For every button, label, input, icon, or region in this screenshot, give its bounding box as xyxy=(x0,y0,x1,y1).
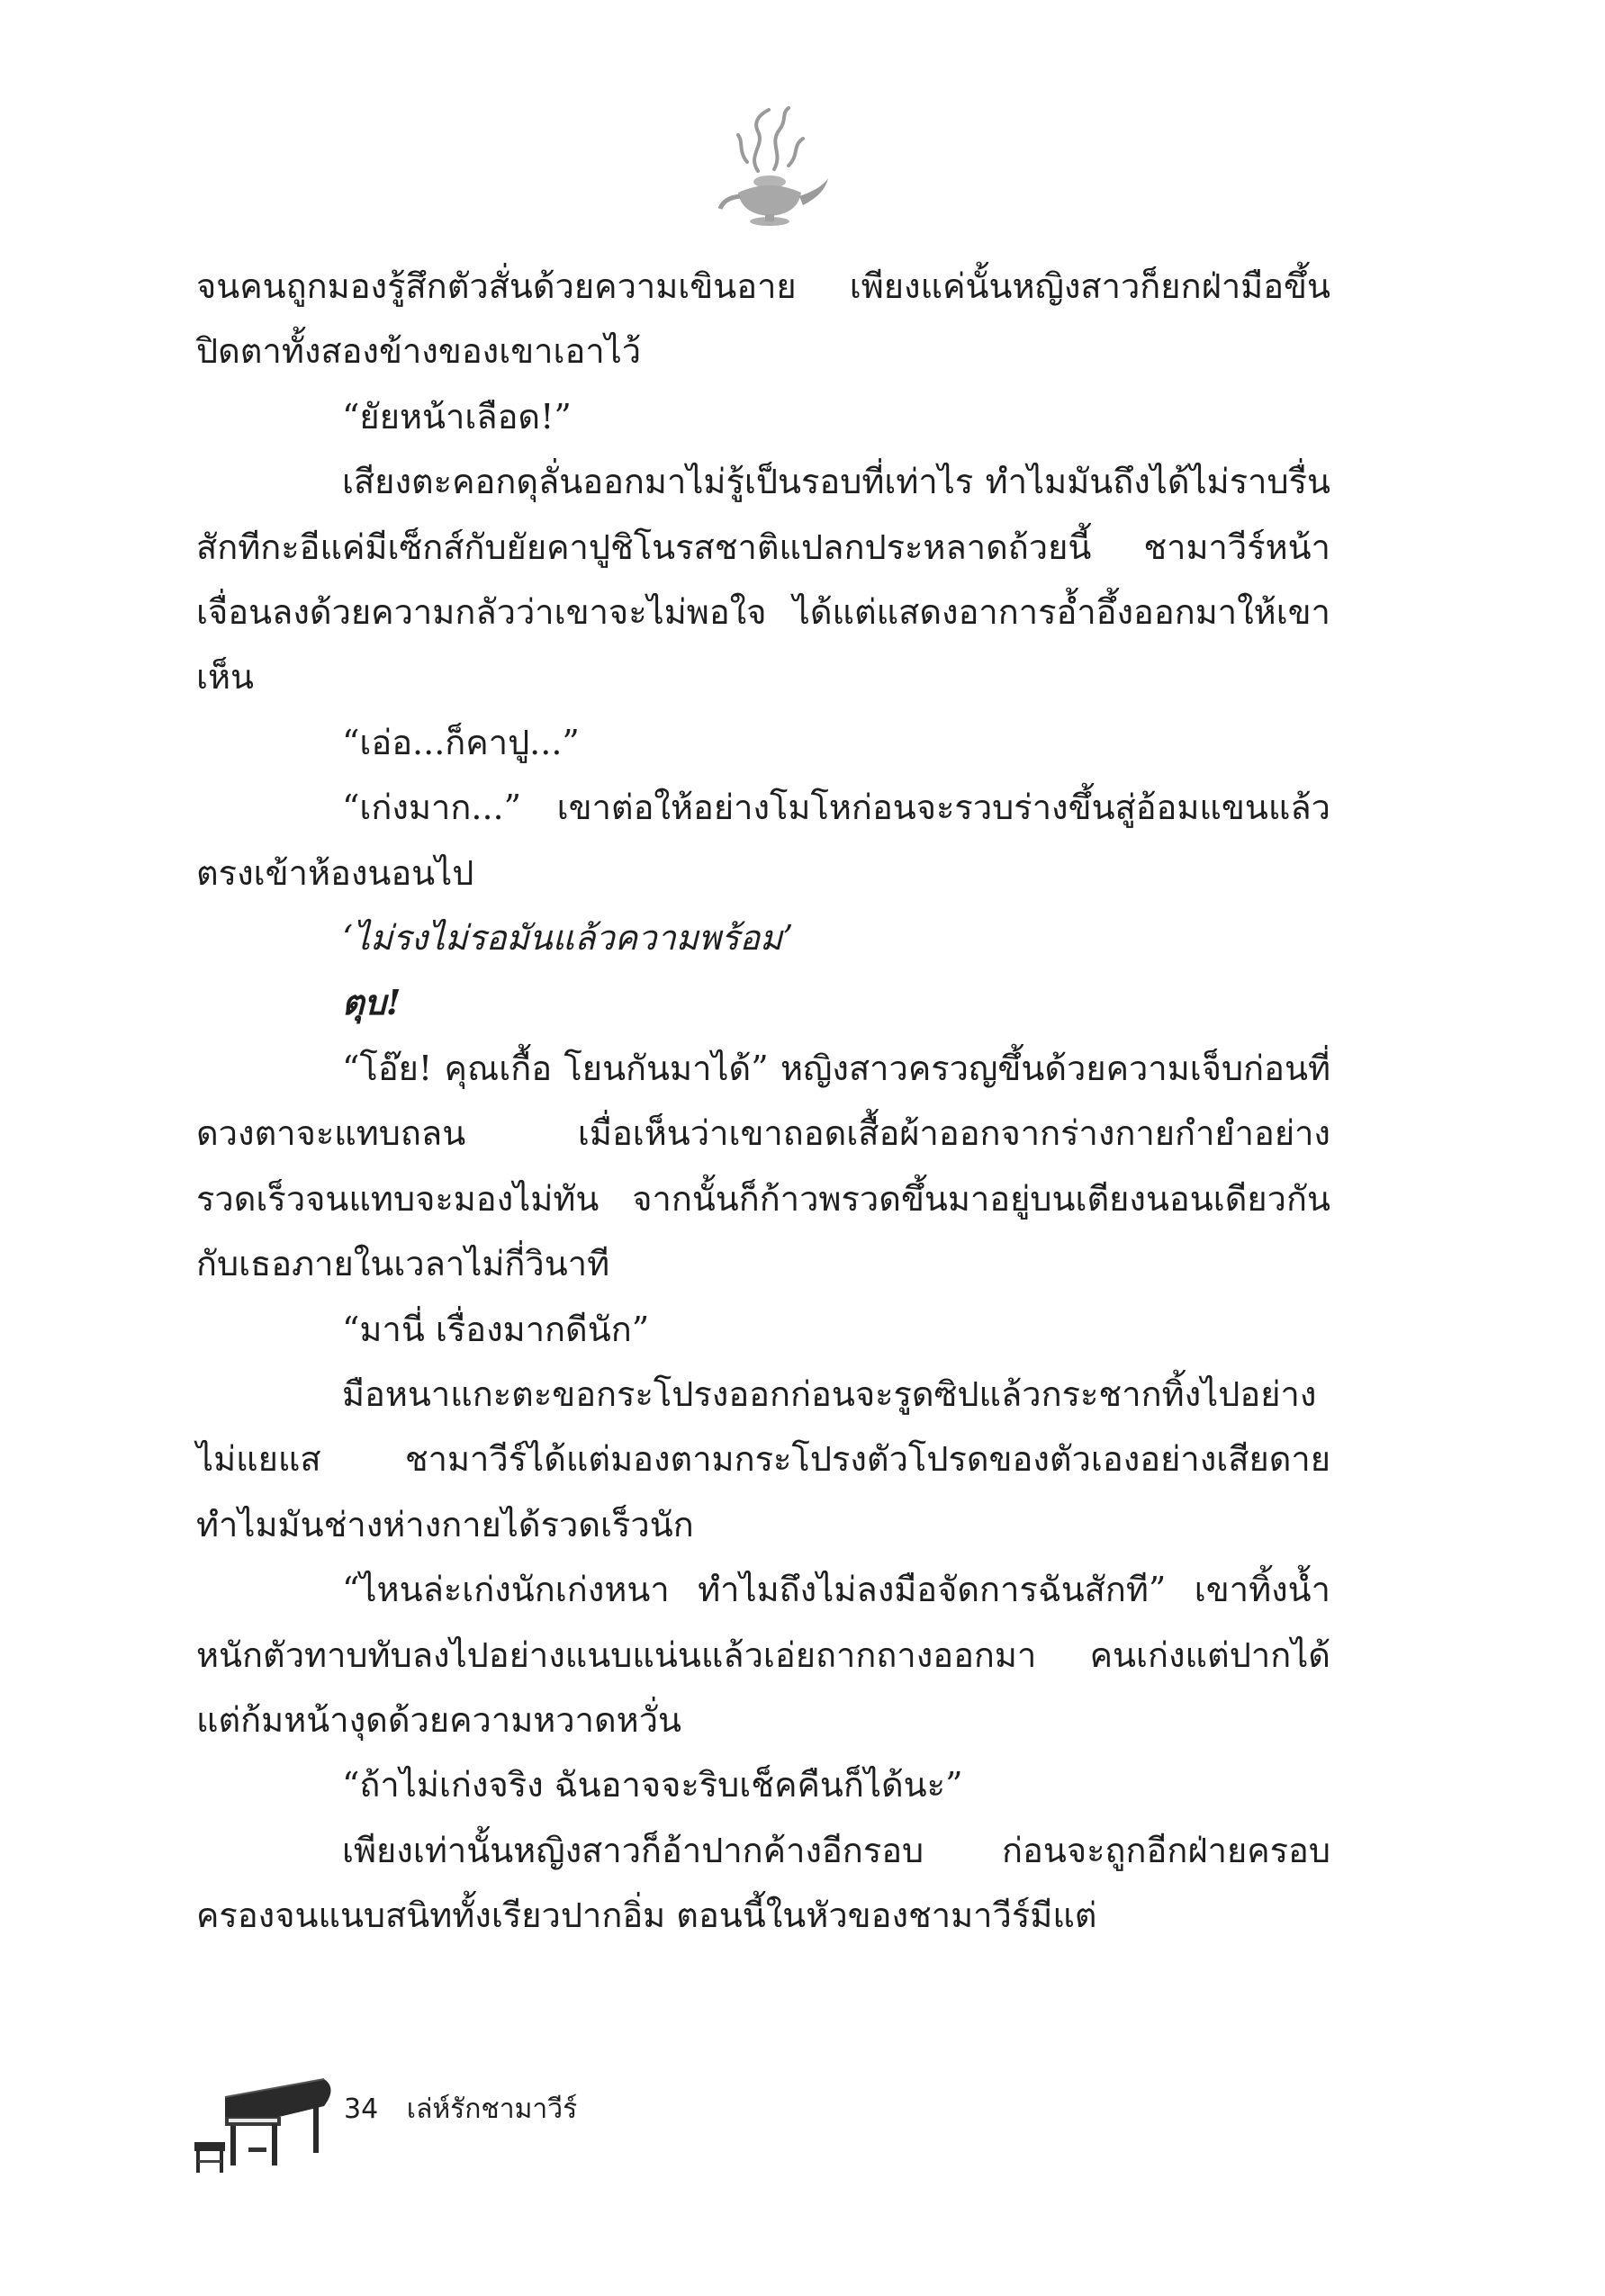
paragraph: “เก่งมาก...” เขาต่อให้อย่างโมโหก่อนจะรวบร่างขึ้นสู่อ้อมแขนแล้วตรงเข้าห้องนอนไป xyxy=(196,788,1330,893)
body-text xyxy=(196,254,1330,1949)
paragraph: “มานี่ เรื่องมากดีนัก” xyxy=(342,1309,650,1349)
teapot-lamp-icon xyxy=(702,99,837,234)
paragraph: “ถ้าไม่เก่งจริง ฉันอาจจะริบเช็คคืนก็ได้นะ” xyxy=(342,1765,963,1805)
grand-piano-icon xyxy=(189,2061,342,2178)
paragraph: เพียงเท่านั้นหญิงสาวก็อ้าปากค้างอีกรอบ ก่อนจะถูกอีกฝ่ายครอบครองจนแนบสนิททั้งเรียวปากอิ่ม ตอนนี้ในหัวของชามาวีร์มีแต่ xyxy=(196,1830,1330,1936)
sound-effect-line: ตุบ! xyxy=(342,982,401,1023)
paragraph: “เอ่อ...ก็คาปู...” xyxy=(342,722,580,762)
thought-line: ‘ไม่รงไม่รอมันแล้วความพร้อม’ xyxy=(342,918,794,959)
paragraph: จนคนถูกมองรู้สึกตัวสั่นด้วยความเขินอาย เพียงแค่นั้นหญิงสาวก็ยกฝ่ามือขึ้นปิดตาทั้งสองข้างของเขาเอาไว้ xyxy=(196,266,1330,372)
footer-text xyxy=(344,2088,577,2130)
paragraph: “ยัยหน้าเลือด!” xyxy=(342,396,572,437)
page-footer xyxy=(189,2061,909,2187)
paragraph: เสียงตะคอกดุลั่นออกมาไม่รู้เป็นรอบที่เท่าไร ทำไมมันถึงได้ไม่ราบรื่นสักทีกะอีแค่มีเซ็กส์กับยัยคาปูชิโนรสชาติแปลกประหลาดถ้วยนี้ ชามาวีร์หน้าเจื่อนลงด้วยความกลัวว่าเขาจะไม่พอใจ ได้แต่แสดงอาการอ้ำอึ้งออกมาให้เขาเห็น xyxy=(196,462,1330,698)
paragraph: “โอ๊ย! คุณเกื้อ โยนกันมาได้” หญิงสาวครวญขึ้นด้วยความเจ็บก่อนที่ดวงตาจะแทบถลน เมื่อเห็นว่าเขาถอดเสื้อผ้าออกจากร่างกายกำยำอย่างรวดเร็วจนแทบจะมองไม่ทัน จากนั้นก็ก้าวพรวดขึ้นมาอยู่บนเตียงนอนเดียวกันกับเธอภายในเวลาไม่กี่วินาที xyxy=(196,1048,1330,1284)
paragraph: มือหนาแกะตะขอกระโปรงออกก่อนจะรูดซิปแล้วกระชากทิ้งไปอย่างไม่แยแส ชามาวีร์ได้แต่มองตามกระโปรงตัวโปรดของตัวเองอย่างเสียดาย ทำไมมันช่างห่างกายได้รวดเร็วนัก xyxy=(196,1373,1330,1544)
paragraph: “ไหนล่ะเก่งนักเก่งหนา ทำไมถึงไม่ลงมือจัดการฉันสักที” เขาทิ้งน้ำหนักตัวทาบทับลงไปอย่างแนบแน่นแล้วเอ่ยถากถางออกมา คนเก่งแต่ปากได้แต่ก้มหน้างุดด้วยความหวาดหวั่น xyxy=(196,1570,1330,1740)
book-title: เล่ห์รักชามาวีร์ xyxy=(406,2093,578,2125)
page-number: 34 xyxy=(344,2093,379,2125)
